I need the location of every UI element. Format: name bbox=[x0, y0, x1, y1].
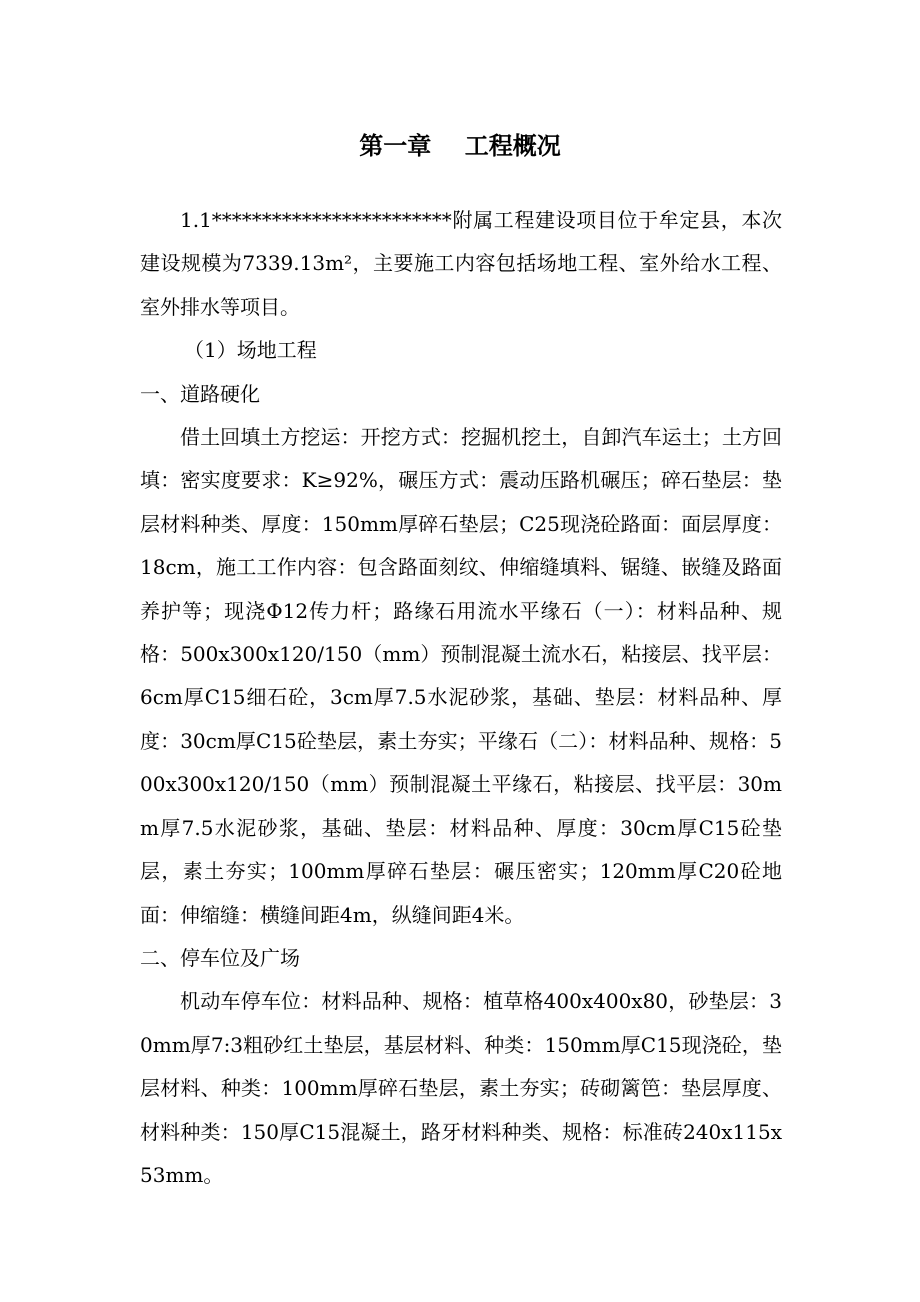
document-body bbox=[140, 199, 782, 1197]
project-overview-paragraph: 1.1************************附属工程建设项目位于牟定县，本次建设规模为7339.13m²，主要施工内容包括场地工程、室外给水工程、室外排水等项目。 bbox=[140, 208, 782, 319]
chapter-title: 第一章 工程概况 bbox=[359, 132, 561, 160]
section-heading-site-works: （1）场地工程 bbox=[184, 338, 317, 363]
subsection-heading-parking-plaza: 二、停车位及广场 bbox=[140, 945, 300, 970]
subsection-heading-road-hardening: 一、道路硬化 bbox=[140, 381, 260, 406]
parking-paragraph: 机动车停车位：材料品种、规格：植草格400x400x80，砂垫层：30mm厚7:3粗砂红土垫层，基层材料、种类：150mm厚C15现浇砼，垫层材料、种类：100mm厚碎石垫层，素土夯实；砖砌篱笆：垫层厚度、材料种类：150厚C15混凝土，路牙材料种类、规格：标准砖240x115x53mm。 bbox=[140, 989, 782, 1187]
road-hardening-paragraph: 借土回填土方挖运：开挖方式：挖掘机挖土，自卸汽车运土；土方回填：密实度要求：K≥92%，碾压方式：震动压路机碾压；碎石垫层：垫层材料种类、厚度：150mm厚碎石垫层；C25现浇砼路面：面层厚度：18cm，施工工作内容：包含路面刻纹、伸缩缝填料、锯缝、嵌缝及路面养护等；现浇Φ12传力杆；路缘石用流水平缘石（一）：材料品种、规格：500x300x120/150（mm）预制混凝土流水石，粘接层、找平层：6cm厚C15细石砼，3cm厚7.5水泥砂浆，基础、垫层：材料品种、厚度：30cm厚C15砼垫层，素土夯实；平缘石（二）：材料品种、规格：500x300x120/150（mm）预制混凝土平缘石，粘接层、找平层：30mm厚7.5水泥砂浆，基础、垫层：材料品种、厚度：30cm厚C15砼垫层，素土夯实；100mm厚碎石垫层：碾压密实；120mm厚C20砼地面：伸缩缝：横缝间距4m，纵缝间距4米。 bbox=[140, 425, 782, 927]
